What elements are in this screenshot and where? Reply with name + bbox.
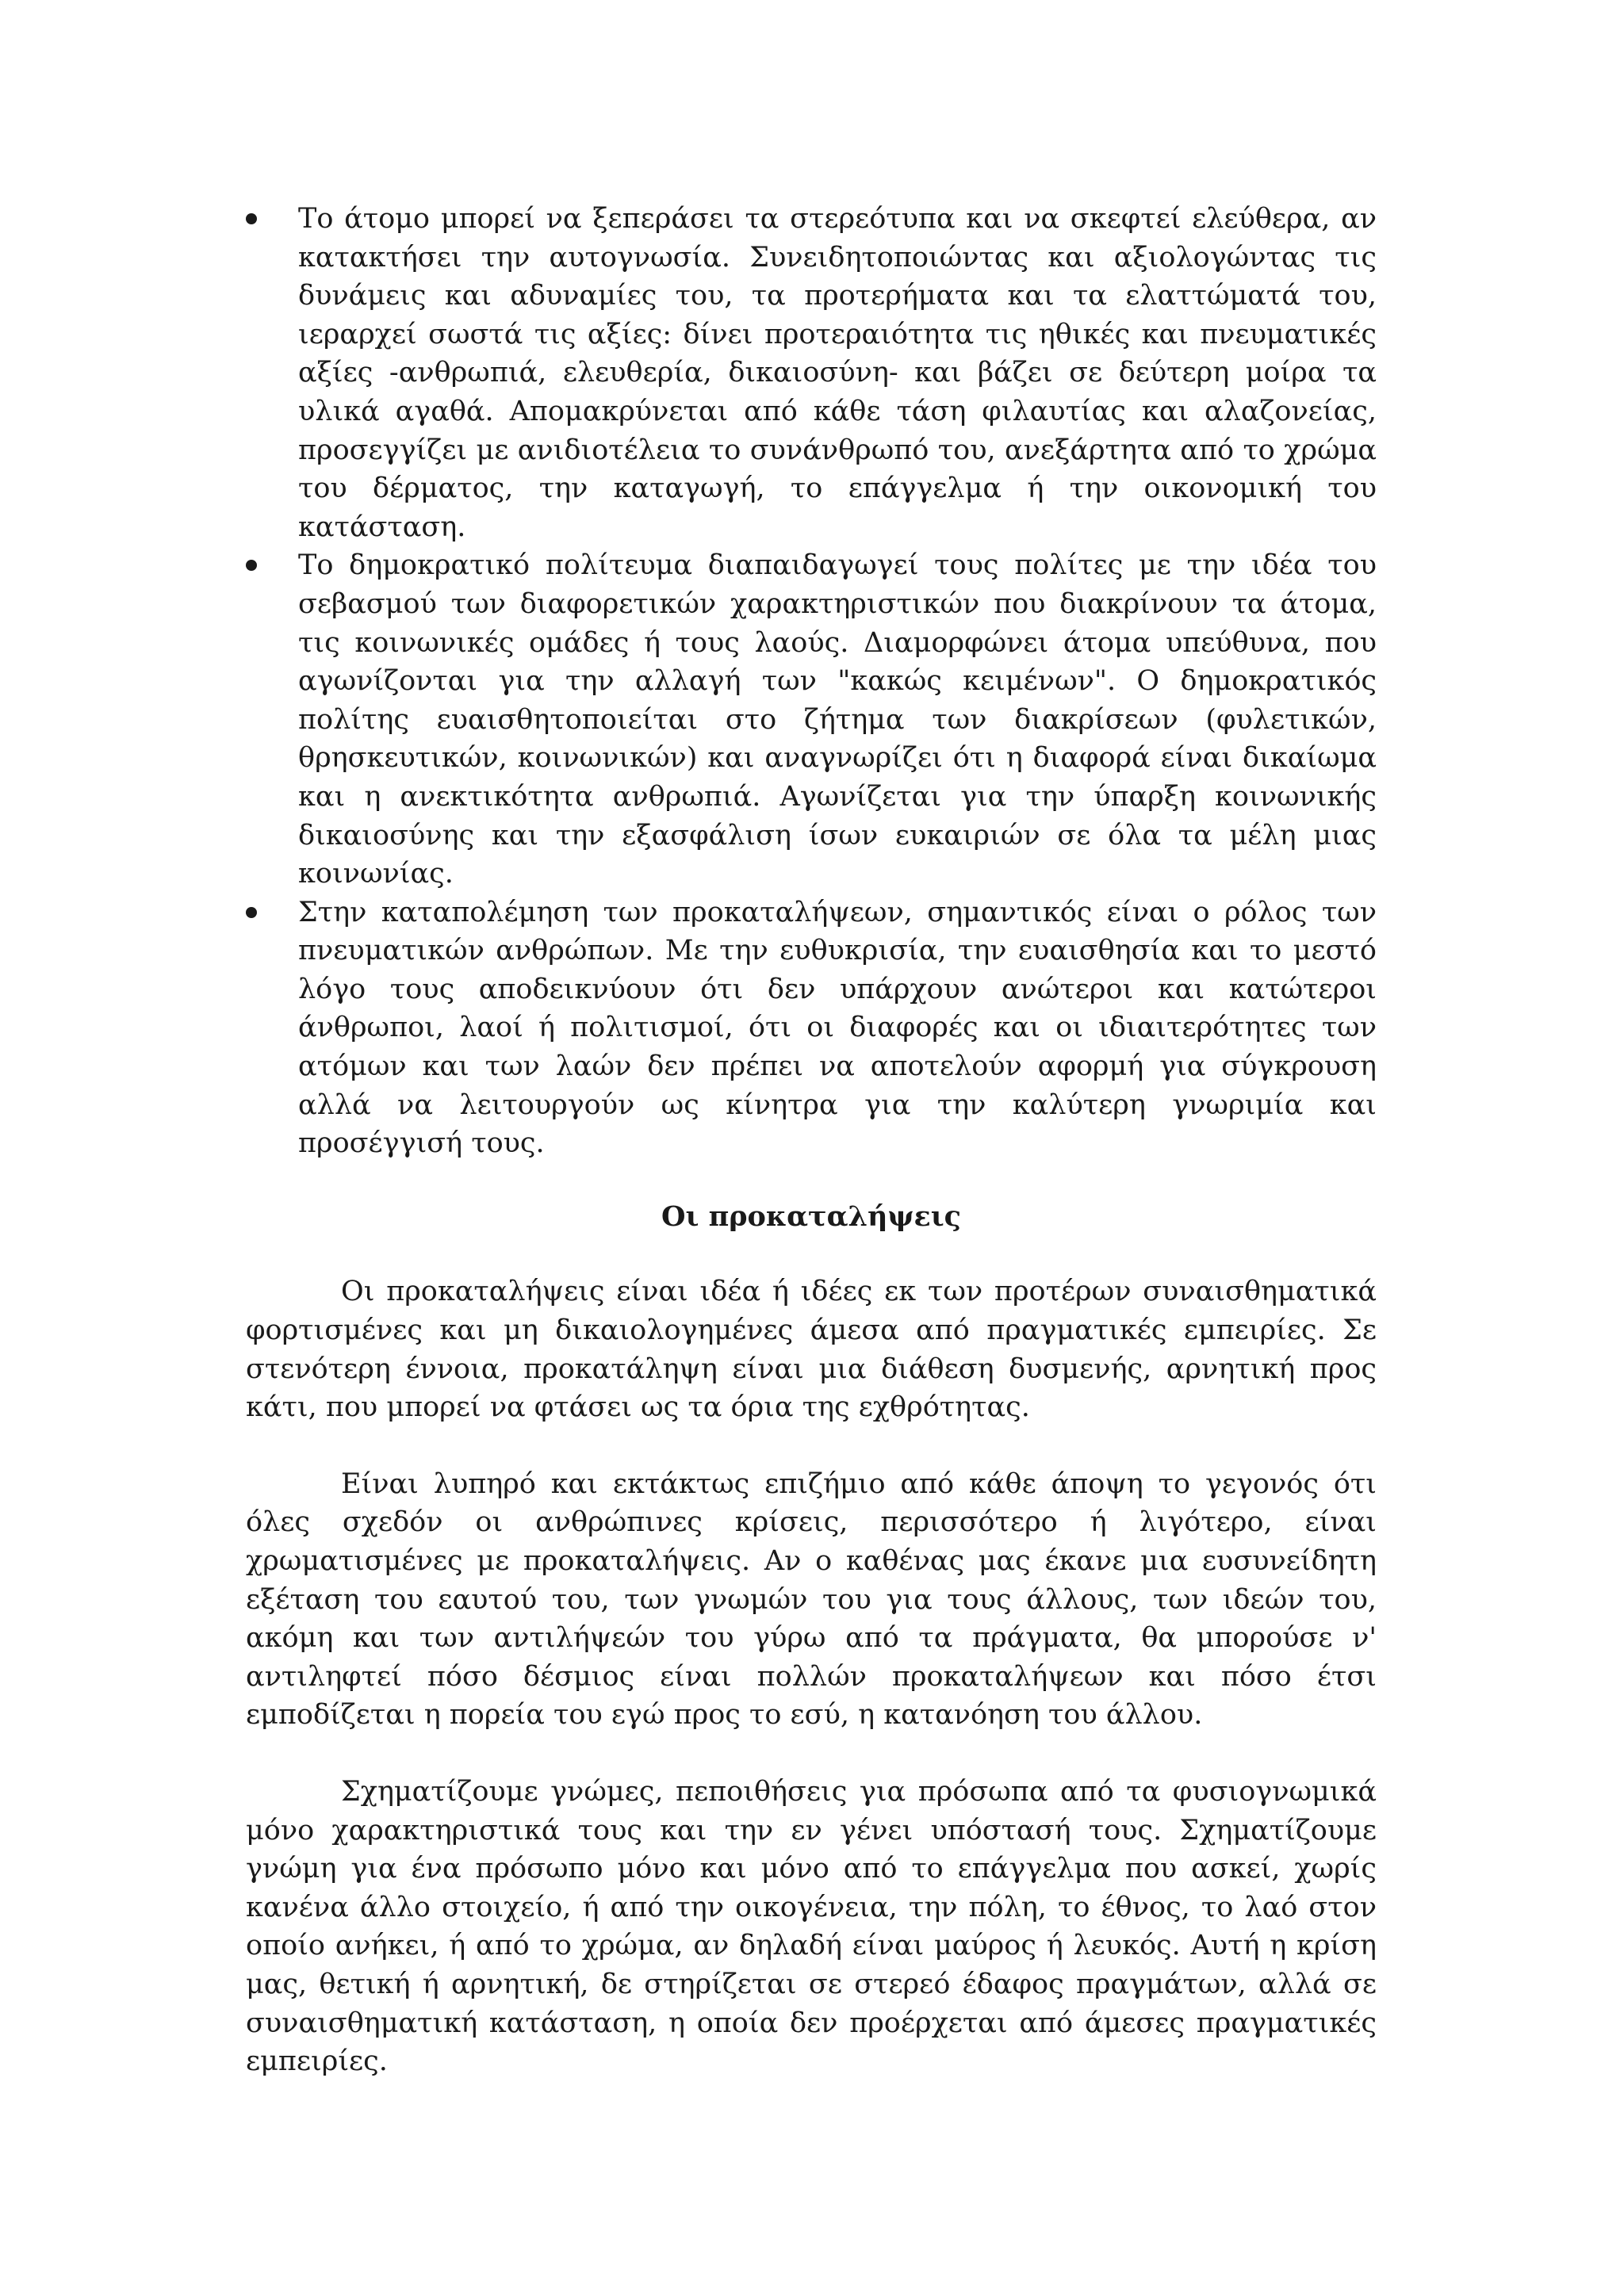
list-item (246, 546, 1377, 893)
bullet-list (246, 200, 1377, 1163)
bullet-icon (246, 560, 257, 571)
paragraph: Οι προκαταλήψεις είναι ιδέα ή ιδέες εκ των προτέρων συναισθηματικά φορτισμένες και μη δικαιολογημένες άμεσα από πραγματικές εμπειρίες. Σε στενότερη έννοια, προκατάληψη είναι μια διάθεση δυσμενής, αρνητική προς κάτι, που μπορεί να φτάσει ως τα όρια της εχθρότητας. (246, 1276, 1377, 1424)
bullet-text: Το δημοκρατικό πολίτευμα διαπαιδαγωγεί τους πολίτες με την ιδέα του σεβασμού των διαφορετικών χαρακτηριστικών που διακρίνουν τα άτομα, τις κοινωνικές ομάδες ή τους λαούς. Διαμορφώνει άτομα υπεύθυνα, που αγωνίζονται για την αλλαγή των "κακώς κειμένων". Ο δημοκρατικός πολίτης ευαισθητοποιείται στο ζήτημα των διακρίσεων (φυλετικών, θρησκευτικών, κοινωνικών) και αναγνωρίζει ότι η διαφορά είναι δικαίωμα και η ανεκτικότητα ανθρωπιά. Αγωνίζεται για την ύπαρξη κοινωνικής δικαιοσύνης και την εξασφάλιση ίσων ευκαιριών σε όλα τα μέλη μιας κοινωνίας. (298, 549, 1377, 890)
section-heading: Οι προκαταλήψεις (661, 1200, 961, 1233)
bullet-icon (246, 213, 257, 224)
bullet-icon (246, 907, 257, 918)
paragraph: Σχηματίζουμε γνώμες, πεποιθήσεις για πρόσωπα από τα φυσιογνωμικά μόνο χαρακτηριστικά τους και την εν γένει υπόστασή τους. Σχηματίζουμε γνώμη για ένα πρόσωπο μόνο και μόνο από το επάγγελμα που ασκεί, χωρίς κανένα άλλο στοιχείο, ή από την οικογένεια, την πόλη, το έθνος, το λαό στον οποίο ανήκει, ή από το χρώμα, αν δηλαδή είναι μαύρος ή λευκός. Αυτή η κρίση μας, θετική ή αρνητική, δε στηρίζεται σε στερεό έδαφος πραγμάτων, αλλά σε συναισθηματική κατάσταση, η οποία δεν προέρχεται από άμεσες πραγματικές εμπειρίες. (246, 1775, 1377, 2078)
document-body (246, 200, 1377, 2119)
list-item (246, 200, 1377, 546)
list-item (246, 894, 1377, 1163)
paragraph: Είναι λυπηρό και εκτάκτως επιζήμιο από κάθε άποψη το γεγονός ότι όλες σχεδόν οι ανθρώπινες κρίσεις, περισσότερο ή λιγότερο, είναι χρωματισμένες με προκαταλήψεις. Αν ο καθένας μας έκανε μια ευσυνείδητη εξέταση του εαυτού του, των γνωμών του για τους άλλους, των ιδεών του, ακόμη και των αντιλήψεών του γύρω από τα πράγματα, θα μπορούσε ν' αντιληφτεί πόσο δέσμιος είναι πολλών προκαταλήψεων και πόσο έτσι εμποδίζεται η πορεία του εγώ προς το εσύ, η κατανόηση του άλλου. (246, 1468, 1377, 1732)
bullet-text: Στην καταπολέμηση των προκαταλήψεων, σημαντικός είναι ο ρόλος των πνευματικών ανθρώπων. Με την ευθυκρισία, την ευαισθησία και το μεστό λόγο τους αποδεικνύουν ότι δεν υπάρχουν ανώτεροι και κατώτεροι άνθρωποι, λαοί ή πολιτισμοί, ότι οι διαφορές και οι ιδιαιτερότητες των ατόμων και των λαών δεν πρέπει να αποτελούν αφορμή για σύγκρουση αλλά να λειτουργούν ως κίνητρα για την καλύτερη γνωριμία και προσέγγισή τους. (298, 896, 1377, 1160)
bullet-text: Το άτομο μπορεί να ξεπεράσει τα στερεότυπα και να σκεφτεί ελεύθερα, αν κατακτήσει την αυτογνωσία. Συνειδητοποιώντας και αξιολογώντας τις δυνάμεις και αδυναμίες του, τα προτερήματα και τα ελαττώματά του, ιεραρχεί σωστά τις αξίες: δίνει προτεραιότητα τις ηθικές και πνευματικές αξίες -ανθρωπιά, ελευθερία, δικαιοσύνη- και βάζει σε δεύτερη μοίρα τα υλικά αγαθά. Απομακρύνεται από κάθε τάση φιλαυτίας και αλαζονείας, προσεγγίζει με ανιδιοτέλεια το συνάνθρωπό του, ανεξάρτητα από το χρώμα του δέρματος, την καταγωγή, το επάγγελμα ή την οικονομική του κατάσταση. (298, 203, 1377, 543)
